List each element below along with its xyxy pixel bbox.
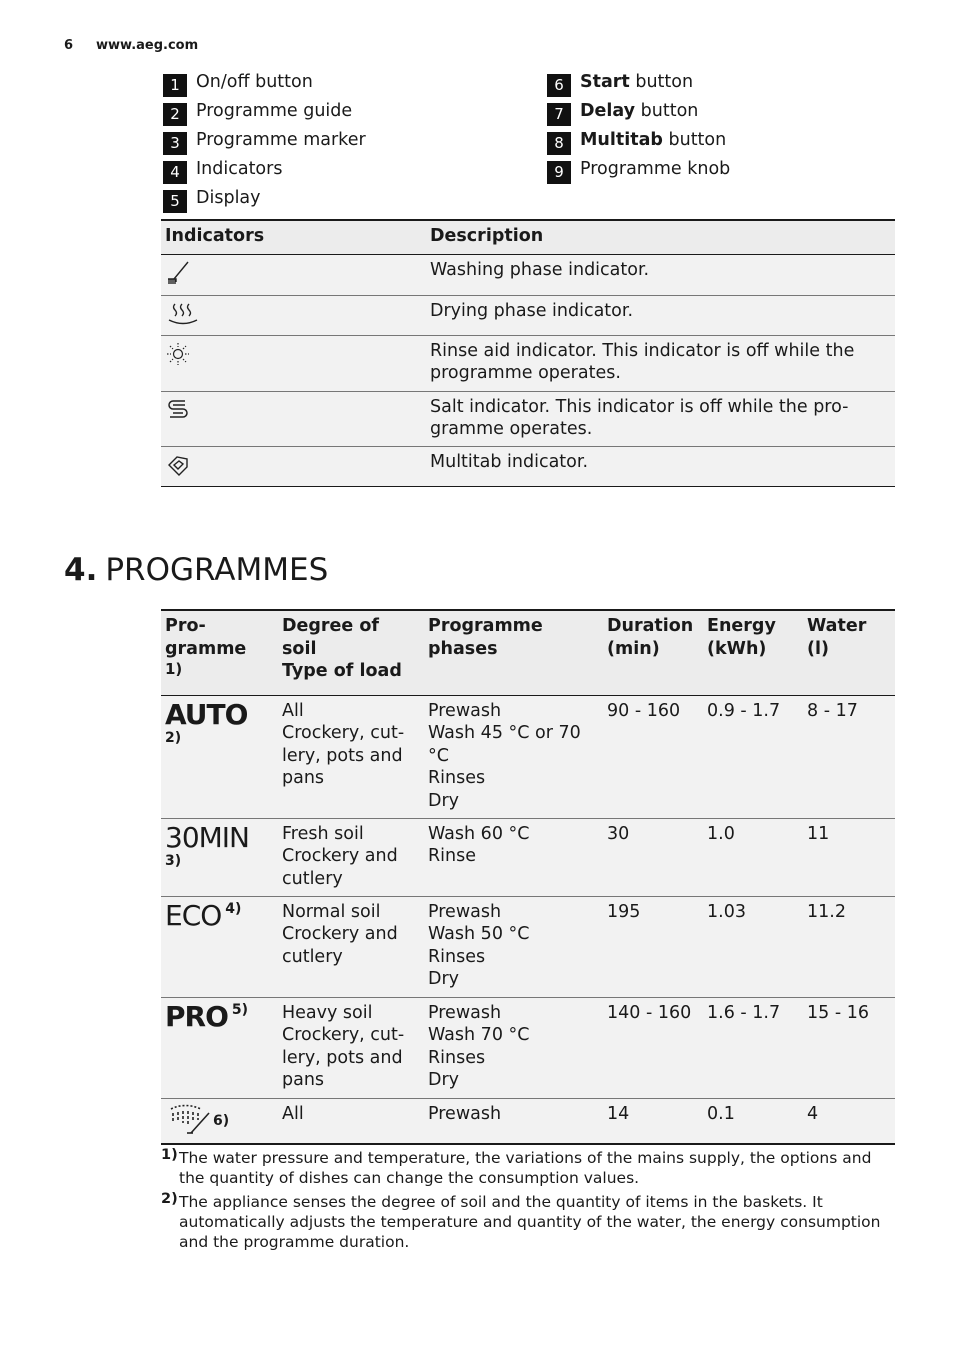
legend-item [547, 99, 730, 128]
prewash-icon [165, 1103, 213, 1137]
legend-number: 9 [547, 161, 571, 184]
water-cell: 11.2 [807, 901, 846, 922]
footnote-text: The water pressure and temperature, the variations of the mains supply, the options and the quantity of dishes can change the consumption values. [179, 1149, 872, 1187]
footnote-mark: 2) [161, 1191, 178, 1207]
legend-column-left [163, 70, 366, 215]
programme-cell [161, 695, 278, 818]
legend-number: 3 [163, 132, 187, 155]
programme-cell [161, 818, 278, 896]
water-header: Water (l) [807, 616, 867, 659]
legend-number: 1 [163, 74, 187, 97]
duration-cell: 195 [607, 901, 641, 922]
legend-item [163, 186, 366, 215]
legend-column-right [547, 70, 730, 186]
programme-cell [161, 896, 278, 997]
table-row [161, 391, 895, 446]
duration-cell: 14 [607, 1103, 630, 1124]
indicator-description: Washing phase indicator. [430, 259, 650, 280]
duration-cell: 30 [607, 823, 630, 844]
legend-item [163, 70, 366, 99]
indicator-description: Multitab indicator. [430, 451, 589, 472]
legend-item [547, 70, 730, 99]
legend-label: On/off button [196, 72, 313, 92]
legend-number: 6 [547, 74, 571, 97]
salt-icon [165, 397, 191, 423]
soil-header: Degree of soil Type of load [282, 616, 402, 682]
table-row [161, 254, 895, 295]
legend-label: Multitab button [580, 130, 727, 150]
water-cell: 8 - 17 [807, 700, 858, 721]
footnote-ref: 6) [213, 1112, 230, 1129]
legend-number: 4 [163, 161, 187, 184]
water-cell: 15 - 16 [807, 1002, 869, 1023]
indicator-icon-cell [161, 391, 426, 446]
footnote-ref: 2) [165, 730, 182, 747]
footnote-text: The appliance senses the degree of soil and the quantity of items in the baskets. It automatically adjusts the temperature and quantity of the water, the energy consumption and the programme duration. [179, 1193, 881, 1251]
section-number: 4. [64, 552, 98, 588]
programme-name: PRO [165, 999, 228, 1033]
phases-header: Programme phases [428, 616, 543, 659]
drying-phase-icon [165, 301, 201, 327]
table-row [161, 446, 895, 486]
duration-cell: 140 - 160 [607, 1002, 692, 1023]
energy-cell: 1.03 [707, 901, 746, 922]
programme-name: ECO [165, 898, 222, 932]
footnote [161, 1192, 897, 1252]
table-row [161, 1098, 895, 1144]
programme-name: AUTO [165, 697, 248, 731]
water-cell: 11 [807, 823, 830, 844]
legend-item [163, 157, 366, 186]
energy-header: Energy (kWh) [707, 616, 776, 659]
washing-phase-icon [165, 260, 191, 286]
site-url: www.aeg.com [96, 38, 199, 53]
rinse-aid-icon [165, 341, 191, 367]
table-row [161, 997, 895, 1098]
energy-cell: 0.9 - 1.7 [707, 700, 781, 721]
programme-header: Pro- gramme 1) [161, 610, 278, 695]
phases-cell: Prewash Wash 45 °C or 70 °C Rinses Dry [428, 700, 581, 811]
duration-header: Duration (min) [607, 616, 694, 659]
legend-item [547, 128, 730, 157]
table-header-row [161, 220, 895, 254]
phases-cell: Prewash Wash 70 °C Rinses Dry [428, 1002, 530, 1091]
footnotes [161, 1148, 897, 1256]
indicators-header: Indicators [165, 226, 265, 246]
section-heading [64, 550, 328, 590]
legend-number: 5 [163, 190, 187, 213]
table-row [161, 695, 895, 818]
indicator-description: Drying phase indicator. [430, 300, 634, 321]
energy-cell: 1.0 [707, 823, 735, 844]
table-row [161, 896, 895, 997]
footnote [161, 1148, 897, 1188]
footnote-ref: 5) [231, 1001, 249, 1018]
programme-cell [161, 1098, 278, 1144]
programme-cell [161, 997, 278, 1098]
indicator-icon-cell [161, 446, 426, 486]
soil-cell: Heavy soil Crockery, cut- lery, pots and pans [282, 1002, 405, 1091]
indicator-description: Salt indicator. This indicator is off while the pro-gramme operates. [430, 396, 849, 439]
soil-cell: All [282, 1103, 304, 1124]
soil-cell: Normal soil Crockery and cutlery [282, 901, 398, 967]
indicator-description: Rinse aid indicator. This indicator is off while the programme operates. [430, 340, 855, 383]
duration-cell: 90 - 160 [607, 700, 681, 721]
indicator-icon-cell [161, 254, 426, 295]
legend-label: Start button [580, 72, 694, 92]
section-title: PROGRAMMES [105, 552, 329, 588]
legend-label: Programme guide [196, 101, 353, 121]
soil-cell: Fresh soil Crockery and cutlery [282, 823, 398, 889]
legend-number: 8 [547, 132, 571, 155]
water-cell: 4 [807, 1103, 819, 1124]
programmes-table [161, 609, 895, 1145]
energy-cell: 1.6 - 1.7 [707, 1002, 781, 1023]
legend-label: Indicators [196, 159, 283, 179]
legend-number: 2 [163, 103, 187, 126]
table-header-row [161, 610, 895, 695]
phases-cell: Prewash Wash 50 °C Rinses Dry [428, 901, 530, 990]
legend-label: Display [196, 188, 261, 208]
footnote-ref: 3) [165, 853, 182, 870]
footnote-ref: 4) [225, 900, 242, 917]
phases-cell: Prewash [428, 1103, 502, 1124]
table-row [161, 335, 895, 391]
page-number: 6 [64, 38, 74, 53]
phases-cell: Wash 60 °C Rinse [428, 823, 530, 867]
legend-label: Delay button [580, 101, 699, 121]
indicator-icon-cell [161, 295, 426, 335]
legend-item [547, 157, 730, 186]
page-header [64, 38, 198, 53]
programme-name: 30MIN [165, 820, 249, 854]
legend-number: 7 [547, 103, 571, 126]
legend-label: Programme knob [580, 159, 731, 179]
multitab-icon [165, 452, 191, 478]
table-row [161, 295, 895, 335]
energy-cell: 0.1 [707, 1103, 735, 1124]
legend-item [163, 99, 366, 128]
indicators-table [161, 219, 895, 487]
soil-cell: All Crockery, cut- lery, pots and pans [282, 700, 405, 789]
footnote-mark: 1) [161, 1147, 178, 1163]
description-header: Description [430, 226, 544, 246]
legend-item [163, 128, 366, 157]
table-row [161, 818, 895, 896]
indicator-icon-cell [161, 335, 426, 391]
footnote-ref: 1) [165, 660, 183, 679]
legend-label: Programme marker [196, 130, 366, 150]
